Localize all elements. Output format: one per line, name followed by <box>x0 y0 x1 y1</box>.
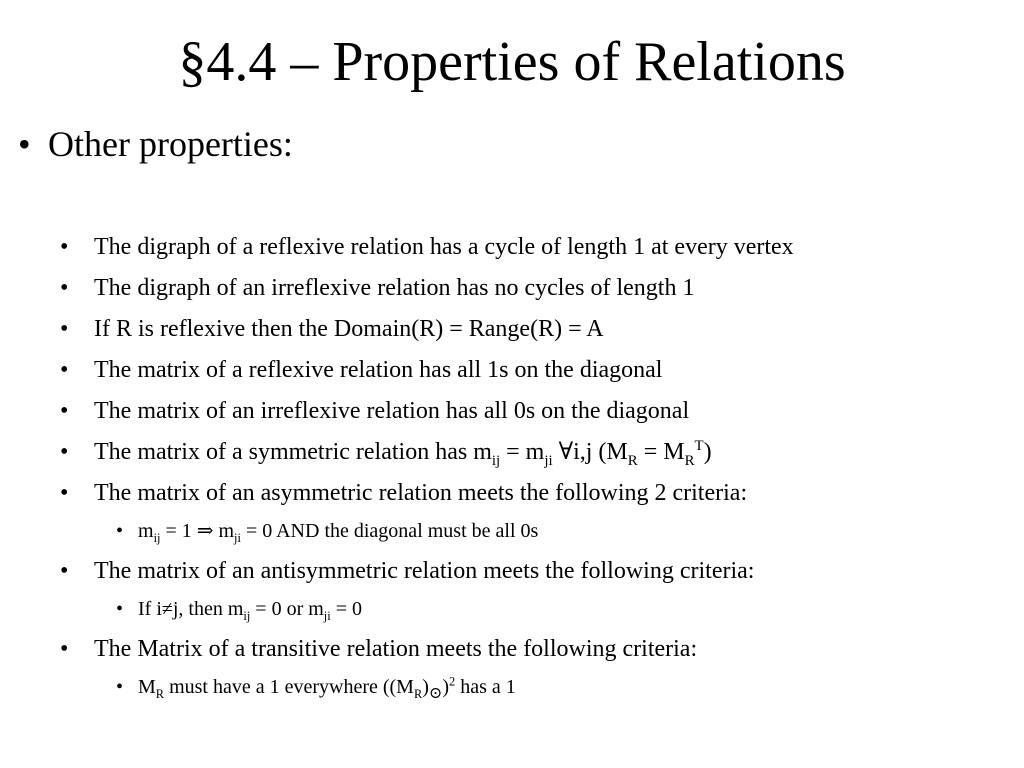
sub-list-item-text: If i≠j, then $m_{ij} = 0$ or $m_{ji} = 0$ <box>138 598 362 623</box>
bullet-marker: • <box>60 636 69 662</box>
bullet-marker: • <box>60 439 69 465</box>
bullet-marker: • <box>60 398 69 424</box>
main-bullet-text: Other properties: <box>48 124 293 164</box>
list-item-text: If R is reflexive then the Domain(R) = Range(R) = A <box>94 316 604 342</box>
bullet-marker: • <box>116 520 124 542</box>
bullet-marker: • <box>18 124 31 164</box>
list-item-text: The matrix of an irreflexive relation has all 0s on the diagonal <box>94 398 690 424</box>
list-item-text: The matrix of an asymmetric relation meets the following 2 criteria: <box>94 480 748 506</box>
main-bullet <box>18 124 293 164</box>
list-item-text: The Matrix of a transitive relation meets the following criteria: <box>94 636 698 662</box>
bullet-marker: • <box>60 357 69 383</box>
bullet-marker: • <box>60 558 69 584</box>
list-item-text: The matrix of a reflexive relation has all 1s on the diagonal <box>94 357 663 383</box>
list-item-text: The matrix of an antisymmetric relation meets the following criteria: <box>94 558 755 584</box>
bullet-marker: • <box>116 676 124 698</box>
bullet-marker: • <box>60 275 69 301</box>
bullet-marker: • <box>60 234 69 260</box>
list-item-text: The digraph of an irreflexive relation has no cycles of length 1 <box>94 275 695 301</box>
slide-title: §4.4 – Properties of Relations <box>178 31 846 93</box>
sub-list-item-text: $m_{ij} = 1$ ⇒ $m_{ji} = 0$ AND the diagonal must be all 0s <box>138 520 539 545</box>
bullet-marker: • <box>116 598 124 620</box>
sub-list-item-text: $M_R$ must have a 1 everywhere $((M_R)_⊙)^2$ has a 1 <box>138 674 516 702</box>
bullet-marker: • <box>60 316 69 342</box>
list-item-text: The matrix of a symmetric relation has $m_{ij} = m_{ji}$ ∀i,j $(M_R = M_R^T)$ <box>94 438 712 469</box>
bullet-marker: • <box>60 480 69 506</box>
list-item-text: The digraph of a reflexive relation has a cycle of length 1 at every vertex <box>94 234 794 260</box>
